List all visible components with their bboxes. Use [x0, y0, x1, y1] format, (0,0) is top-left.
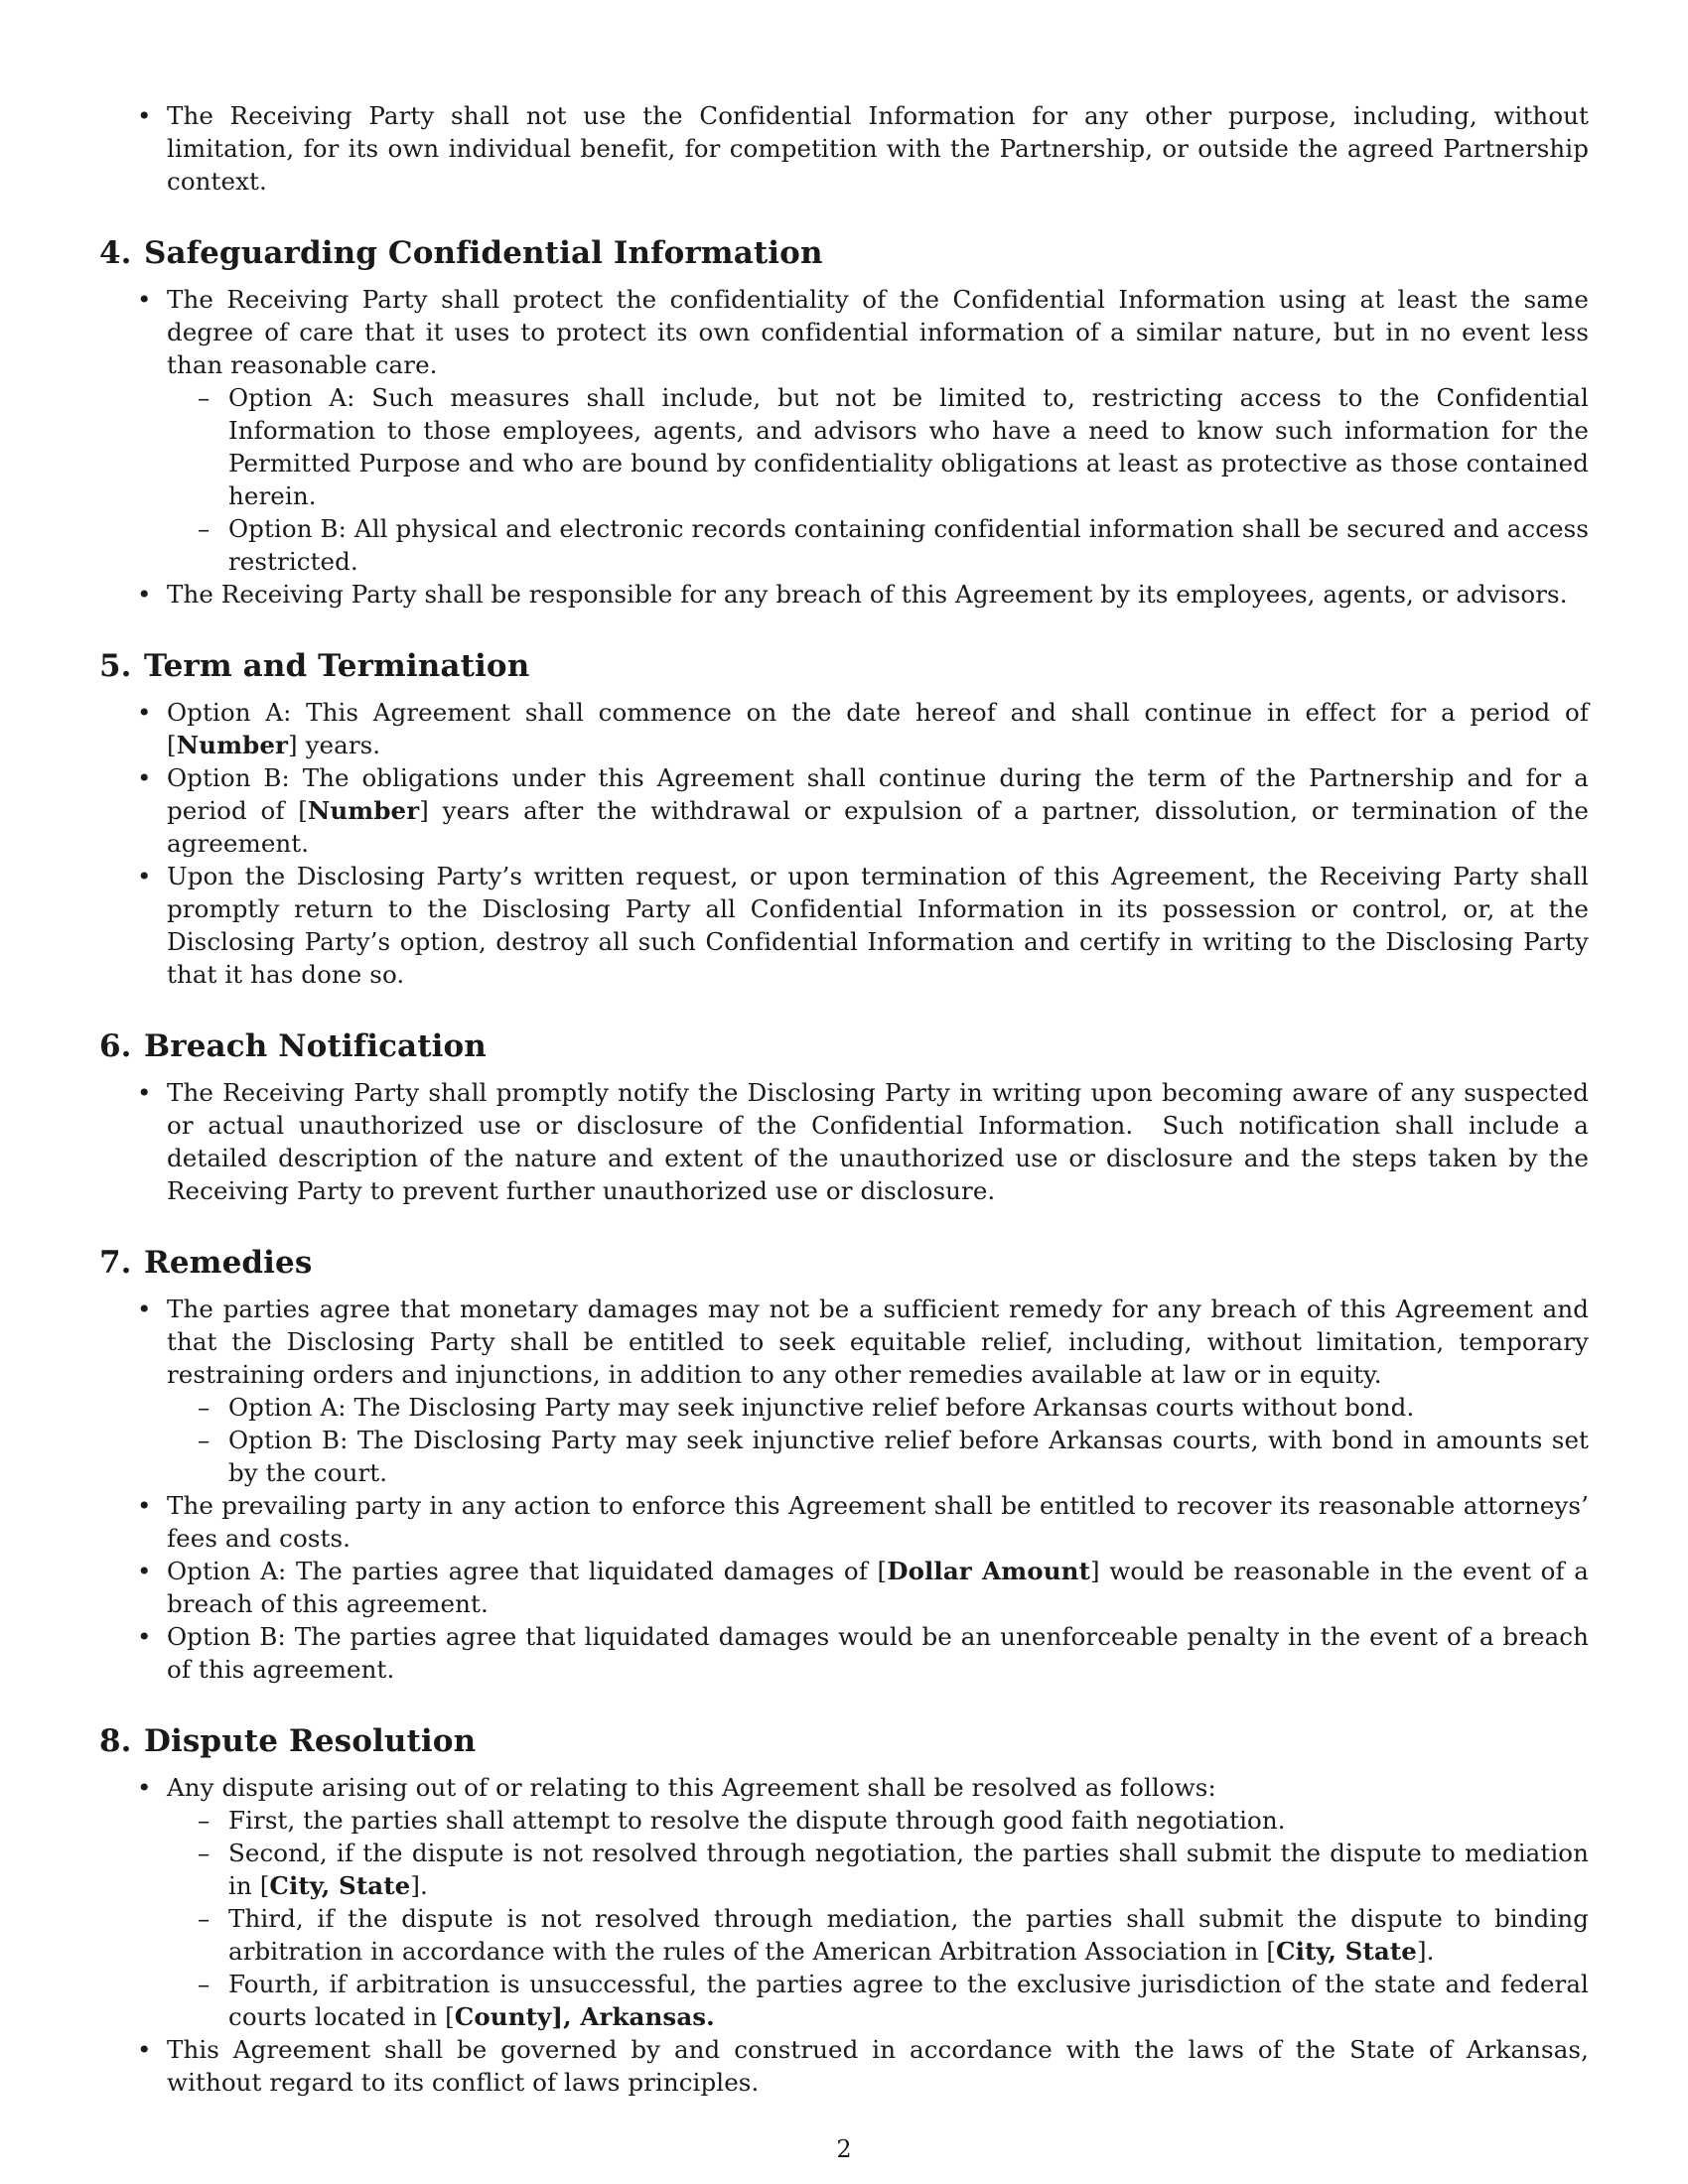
item-text: Any dispute arising out of or relating to this Agreement shall be resolved as follows:	[167, 1773, 1216, 1802]
list-item	[99, 283, 1589, 578]
section-number: 8.	[99, 1723, 132, 1759]
document-body	[99, 99, 1597, 2099]
sub-list	[167, 381, 1589, 578]
page-number: 2	[836, 2135, 852, 2163]
text-run: Option B: The obligations under this Agreement shall continue during the term of the Partnership and for a period of [	[167, 763, 1589, 825]
intro-list	[99, 99, 1589, 198]
placeholder-field: Number	[307, 796, 420, 825]
section-title: Term and Termination	[144, 648, 530, 684]
sub-list-item	[167, 1902, 1589, 1968]
text-run: Option A: This Agreement shall commence on the date hereof and shall continue in effect for a period of [	[167, 698, 1589, 759]
section-number: 5.	[99, 648, 132, 684]
placeholder-field: City, State	[1276, 1937, 1417, 1966]
sub-list-item: – First, the parties shall attempt to resolve the dispute through good faith negotiation.	[167, 1804, 1589, 1837]
list-item: • The Receiving Party shall not use the Confidential Information for any other purpose, including, without limitation, for its own individual benefit, for competition with the Partnership, or outside the agreed Partnership context.	[99, 99, 1589, 198]
sub-list-item: – Option B: The Disclosing Party may seek injunctive relief before Arkansas courts, with bond in amounts set by the court.	[167, 1424, 1589, 1489]
section-heading-remedies	[99, 1243, 1589, 1283]
section-heading-safeguarding	[99, 233, 1589, 273]
placeholder-field: Arkansas.	[580, 2002, 715, 2031]
list-item	[99, 1771, 1589, 2033]
sub-list-item: – Option B: All physical and electronic records containing confidential information shall be secured and access restricted.	[167, 512, 1589, 578]
list-item	[99, 1293, 1589, 1489]
section-4-list	[99, 283, 1589, 611]
placeholder-field: Dollar Amount	[887, 1557, 1090, 1585]
section-heading-breach	[99, 1026, 1589, 1066]
section-number: 6.	[99, 1028, 132, 1064]
section-title: Dispute Resolution	[144, 1723, 477, 1759]
section-8-list	[99, 1771, 1589, 2099]
section-title: Breach Notification	[144, 1028, 487, 1064]
text-run: ].	[1416, 1937, 1435, 1966]
text-run: Third, if the dispute is not resolved through mediation, the parties shall submit the dispute to binding arbitration in accordance with the rules of the American Arbitration Association in [	[228, 1904, 1589, 1966]
text-run: ].	[410, 1871, 428, 1900]
sub-list-item: – Option A: Such measures shall include, but not be limited to, restricting access to the Confidential Information to those employees, agents, and advisors who have a need to know such information for the Permitted Purpose and who are bound by confidentiality obligations at least as protective as those contained herein.	[167, 381, 1589, 512]
list-item	[99, 696, 1589, 761]
list-item: • Option B: The parties agree that liquidated damages would be an unenforceable penalty in the event of a breach of this agreement.	[99, 1620, 1589, 1686]
text-run: Fourth, if arbitration is unsuccessful, the parties agree to the exclusive jurisdiction of the state and federal courts located in [	[228, 1970, 1589, 2031]
text-run: Second, if the dispute is not resolved through negotiation, the parties shall submit the dispute to mediation in [	[228, 1839, 1589, 1900]
sub-list-item	[167, 1968, 1589, 2033]
list-item	[99, 761, 1589, 860]
text-run: ] years.	[288, 731, 381, 759]
section-5-list	[99, 696, 1589, 991]
list-item: • The prevailing party in any action to enforce this Agreement shall be entitled to recover its reasonable attorneys’ fees and costs.	[99, 1489, 1589, 1555]
section-7-list	[99, 1293, 1589, 1686]
text-run: ] years after the withdrawal or expulsion of a partner, dissolution, or termination of the agreement.	[167, 796, 1589, 858]
text-run: Option A: The parties agree that liquidated damages of [	[167, 1557, 888, 1585]
item-text: The Receiving Party shall protect the confidentiality of the Confidential Information using at least the same degree of care that it uses to protect its own confidential information of a similar nature, but in no event less than reasonable care.	[167, 285, 1589, 379]
text-run: ],	[551, 2002, 581, 2031]
sub-list	[167, 1391, 1589, 1489]
section-number: 4.	[99, 235, 132, 271]
placeholder-field: City, State	[269, 1871, 411, 1900]
text-run: ] would be reasonable in the event of a breach of this agreement.	[167, 1557, 1589, 1618]
list-item: • This Agreement shall be governed by and construed in accordance with the laws of the State of Arkansas, without regard to its conflict of laws principles.	[99, 2033, 1589, 2099]
list-item: • The Receiving Party shall promptly notify the Disclosing Party in writing upon becoming aware of any suspected or actual unauthorized use or disclosure of the Confidential Information. Such notification shall include a detailed description of the nature and extent of the unauthorized use or disclosure and the steps taken by the Receiving Party to prevent further unauthorized use or disclosure.	[99, 1076, 1589, 1207]
section-6-list	[99, 1076, 1597, 1207]
section-title: Safeguarding Confidential Information	[144, 235, 823, 271]
placeholder-field: County	[454, 2002, 552, 2031]
list-item: • The Receiving Party shall be responsible for any breach of this Agreement by its employees, agents, or advisors.	[99, 578, 1589, 611]
item-text: The parties agree that monetary damages may not be a sufficient remedy for any breach of this Agreement and that the Disclosing Party shall be entitled to seek equitable relief, including, without limitation, temporary restraining orders and injunctions, in addition to any other remedies available at law or in equity.	[167, 1295, 1589, 1389]
section-heading-term	[99, 646, 1589, 686]
section-heading-dispute	[99, 1721, 1589, 1761]
sub-list-item	[167, 1837, 1589, 1902]
placeholder-field: Number	[176, 731, 289, 759]
list-item: • Upon the Disclosing Party’s written request, or upon termination of this Agreement, the Receiving Party shall promptly return to the Disclosing Party all Confidential Information in its possession or control, or, at the Disclosing Party’s option, destroy all such Confidential Information and certify in writing to the Disclosing Party that it has done so.	[99, 860, 1589, 991]
sub-list-item: – Option A: The Disclosing Party may seek injunctive relief before Arkansas courts without bond.	[167, 1391, 1589, 1424]
sub-list	[167, 1804, 1589, 2033]
section-number: 7.	[99, 1245, 132, 1281]
list-item	[99, 1555, 1589, 1620]
section-title: Remedies	[144, 1245, 313, 1281]
